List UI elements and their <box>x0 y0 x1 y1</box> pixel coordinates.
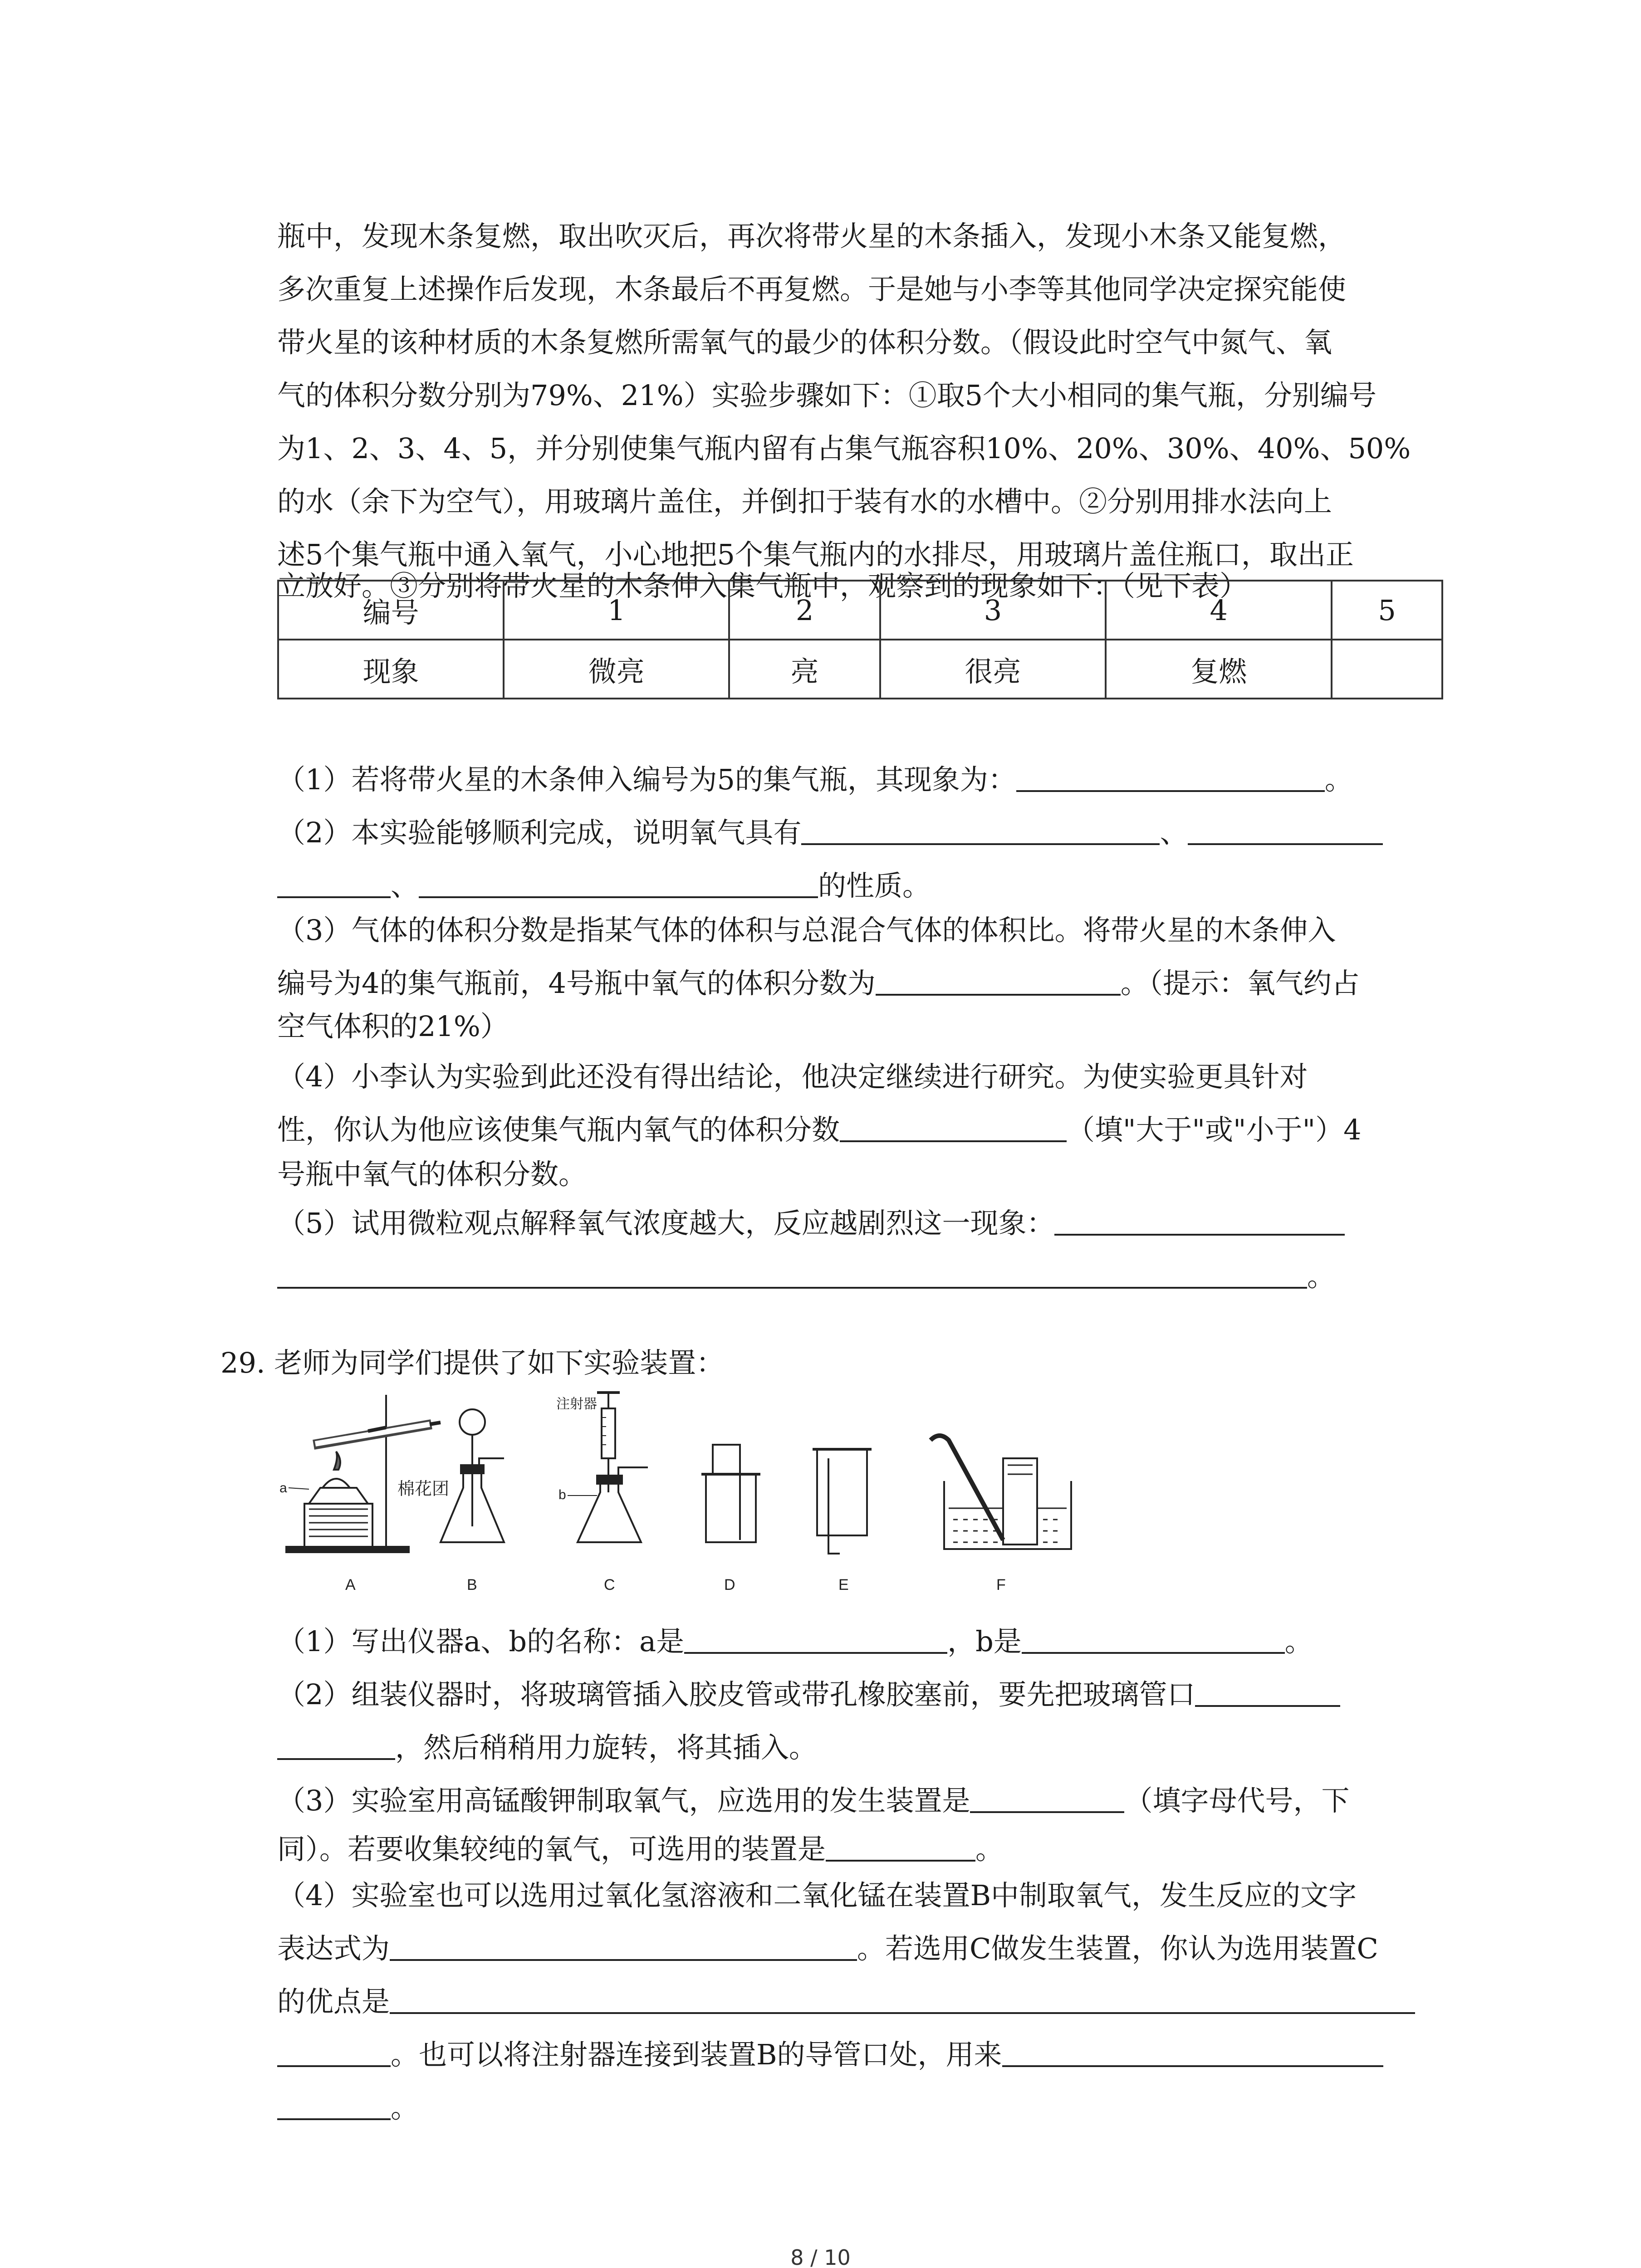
table-cell: 4 <box>1106 581 1332 640</box>
apparatus-a <box>279 1395 449 1593</box>
table-cell: 2 <box>729 581 880 640</box>
question-28-3-cont: 空气体积的21%） <box>277 1010 509 1043</box>
answer-blank[interactable] <box>1054 1207 1345 1236</box>
question-28-5: （5）试用微粒观点解释氧气浓度越大，反应越剧烈这一现象： <box>277 1197 1443 1250</box>
question-29-2: （2）组装仪器时，将玻璃管插入胶皮管或带孔橡胶塞前，要先把玻璃管口 <box>277 1668 1443 1721</box>
label-D: D <box>724 1576 735 1593</box>
table-cell: 1 <box>504 581 729 640</box>
answer-blank[interactable] <box>390 1985 1415 2014</box>
question-28-2-cont: 、 的性质。 <box>277 859 1443 912</box>
intro-line: 立放好。③分别将带火星的木条伸入集气瓶中，观察到的现象如下：（见下表） <box>277 569 1248 602</box>
table-cell: 编号 <box>278 581 504 640</box>
question-28-4: （4）小李认为实验到此还没有得出结论，他决定继续进行研究。为使实验更具针对 <box>277 1060 1308 1093</box>
question-28-1: （1）若将带火星的木条伸入编号为5的集气瓶，其现象为： 。 <box>277 763 1353 796</box>
apparatus-c <box>556 1393 648 1593</box>
question-29-4: （4）实验室也可以选用过氧化氢溶液和二氧化锰在装置B中制取氧气，发生反应的文字 <box>277 1879 1357 1912</box>
question-29-4-cont: 。也可以将注射器连接到装置B的导管口处，用来 <box>277 2028 1443 2081</box>
question-29-3-cont: 同）。若要收集较纯的氧气，可选用的装置是 。 <box>277 1833 1004 1866</box>
question-29-4-cont: 。 <box>277 2081 1443 2134</box>
answer-blank[interactable] <box>1195 1678 1340 1707</box>
intro-line: 为1、2、3、4、5，并分别使集气瓶内留有占集气瓶容积10%、20%、30%、40%、50% <box>277 432 1411 465</box>
question-29-3: （3）实验室用高锰酸钾制取氧气，应选用的发生装置是 （填字母代号，下 <box>277 1784 1350 1817</box>
label-cotton: 棉花团 <box>397 1480 450 1499</box>
answer-blank[interactable] <box>970 1784 1124 1813</box>
apparatus-figure <box>277 1390 1085 1603</box>
intro-line: 带火星的该种材质的木条复燃所需氧气的最少的体积分数。（假设此时空气中氮气、氧 <box>277 326 1332 359</box>
label-C: C <box>604 1576 615 1593</box>
question-28-2: （2）本实验能够顺利完成，说明氧气具有 、 <box>277 806 1443 859</box>
label-F: F <box>996 1576 1006 1593</box>
table-cell: 复燃 <box>1106 640 1332 699</box>
answer-blank[interactable] <box>277 1260 1307 1289</box>
label-a: a <box>279 1481 287 1496</box>
table-cell <box>1332 640 1442 699</box>
answer-blank[interactable] <box>277 1731 395 1760</box>
label-syringe: 注射器 <box>556 1397 597 1412</box>
table-cell: 亮 <box>729 640 880 699</box>
question-28-3: （3）气体的体积分数是指某气体的体积与总混合气体的体积比。将带火星的木条伸入 <box>277 914 1336 947</box>
question-28-4-cont: 号瓶中氧气的体积分数。 <box>277 1158 587 1191</box>
apparatus-f <box>931 1436 1071 1593</box>
page-number: 8 / 10 <box>790 2245 851 2268</box>
answer-blank[interactable] <box>390 1932 857 1961</box>
answer-blank[interactable] <box>684 1625 947 1654</box>
intro-line: 气的体积分数分别为79%、21%）实验步骤如下：①取5个大小相同的集气瓶，分别编号 <box>277 379 1377 412</box>
label-E: E <box>838 1576 849 1593</box>
observation-table <box>277 580 1443 699</box>
answer-blank[interactable] <box>419 869 818 898</box>
apparatus-d <box>701 1445 760 1593</box>
question-29-4-cont: 的优点是 <box>277 1975 1443 2028</box>
table-cell: 微亮 <box>504 640 729 699</box>
intro-line: 瓶中，发现木条复燃，取出吹灭后，再次将带火星的木条插入，发现小木条又能复燃， <box>277 220 1347 253</box>
answer-blank[interactable] <box>801 816 1160 845</box>
question-29-title: 29. 老师为同学们提供了如下实验装置： <box>220 1346 725 1379</box>
answer-blank[interactable] <box>876 967 1121 996</box>
answer-blank[interactable] <box>1022 1625 1285 1654</box>
table-row <box>278 581 1442 640</box>
intro-line: 多次重复上述操作后发现，木条最后不再复燃。于是她与小李等其他同学决定探究能使 <box>277 273 1347 306</box>
answer-blank[interactable] <box>277 2038 391 2067</box>
answer-blank[interactable] <box>1002 2038 1383 2067</box>
question-28-4-cont: 性，你认为他应该使集气瓶内氧气的体积分数 （填"大于"或"小于"）4 <box>277 1113 1362 1146</box>
question-29-1: （1）写出仪器a、b的名称：a是 ，b是 。 <box>277 1625 1313 1658</box>
question-28-3-cont: 编号为4的集气瓶前，4号瓶中氧气的体积分数为 。（提示：氧气约占 <box>277 967 1360 1000</box>
answer-blank[interactable] <box>277 2091 391 2120</box>
intro-line: 的水（余下为空气），用玻璃片盖住，并倒扣于装有水的水槽中。②分别用排水法向上 <box>277 485 1332 518</box>
intro-line: 述5个集气瓶中通入氧气，小心地把5个集气瓶内的水排尽，用玻璃片盖住瓶口，取出正 <box>277 538 1354 571</box>
table-cell: 现象 <box>278 640 504 699</box>
question-29-4-cont: 表达式为 。若选用C做发生装置，你认为选用装置C <box>277 1932 1378 1965</box>
label-b: b <box>558 1487 566 1502</box>
answer-blank[interactable] <box>1016 763 1325 792</box>
table-cell: 很亮 <box>880 640 1106 699</box>
answer-blank[interactable] <box>1188 816 1383 845</box>
apparatus-b <box>441 1409 504 1593</box>
table-row <box>278 640 1442 699</box>
label-B: B <box>467 1576 477 1593</box>
apparatus-e <box>813 1449 872 1593</box>
table-cell: 5 <box>1332 581 1442 640</box>
question-28-5-cont: 。 <box>277 1250 1443 1303</box>
question-29-2-cont: ，然后稍稍用力旋转，将其插入。 <box>277 1721 1443 1774</box>
answer-blank[interactable] <box>840 1113 1067 1142</box>
answer-blank[interactable] <box>826 1833 975 1862</box>
label-A: A <box>345 1576 356 1593</box>
answer-blank[interactable] <box>277 869 391 898</box>
table-cell: 3 <box>880 581 1106 640</box>
